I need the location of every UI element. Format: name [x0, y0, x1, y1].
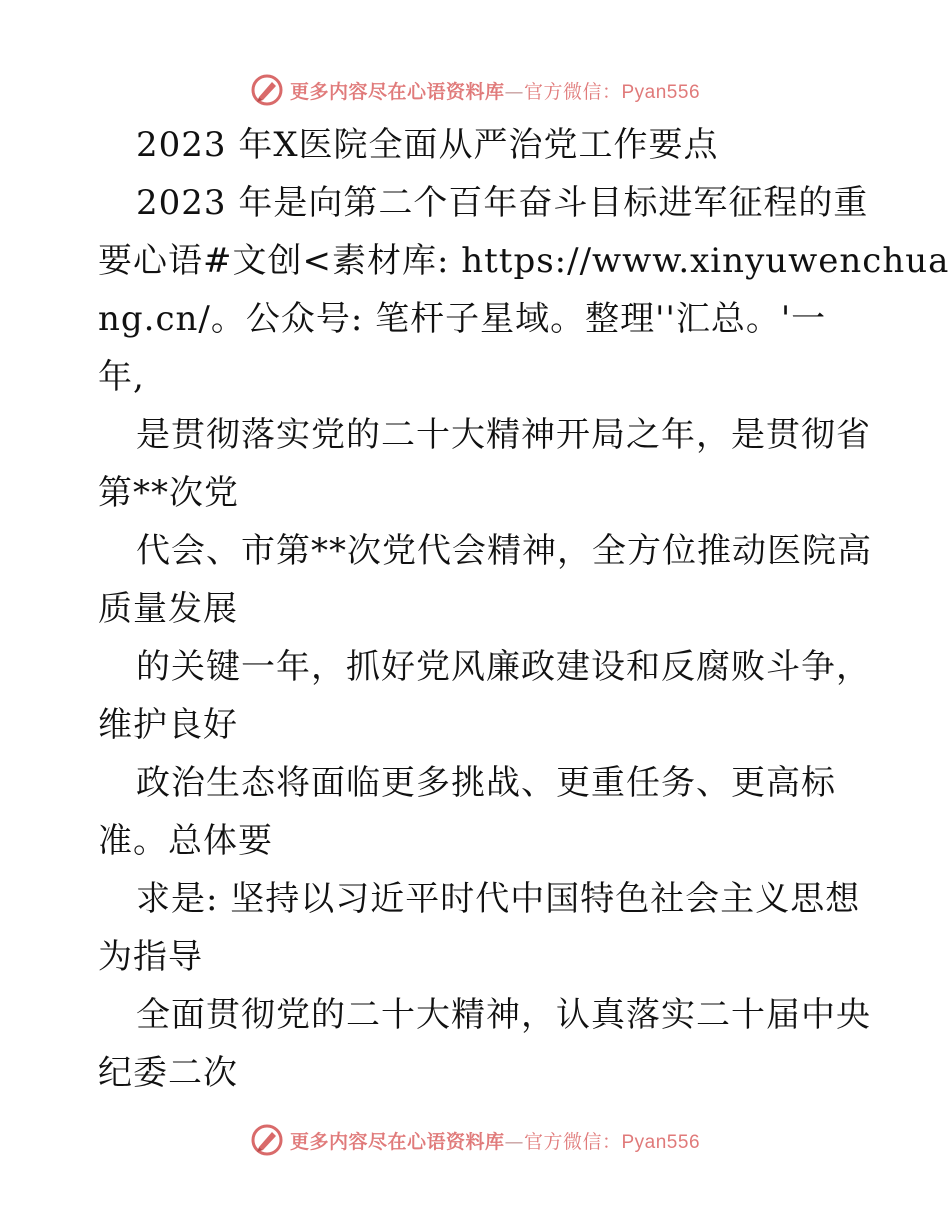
banner-main-text: 更多内容尽在心语资料库 — [289, 80, 505, 103]
document-line: 2023 年X医院全面从严治党工作要点 — [136, 125, 719, 165]
document-line: 为指导 — [98, 937, 203, 977]
document-line: 年, — [98, 357, 145, 397]
document-line: 第**次党 — [98, 473, 239, 513]
banner-dash: — — [504, 80, 524, 103]
banner-wechat-id: Pyan556 — [621, 81, 701, 103]
document-line: 2023 年是向第二个百年奋斗目标进军征程的重 — [136, 183, 869, 223]
document-line: 准。总体要 — [98, 821, 273, 861]
footer-watermark-banner — [0, 1120, 950, 1160]
pen-logo-icon — [250, 73, 284, 107]
document-line: 的关键一年，抓好党风廉政建设和反腐败斗争， — [136, 647, 871, 687]
banner-text — [290, 1127, 700, 1154]
banner-main-text: 更多内容尽在心语资料库 — [289, 1130, 505, 1153]
header-watermark-banner — [0, 70, 950, 110]
banner-dash: — — [504, 1130, 524, 1153]
document-line: 政治生态将面临更多挑战、更重任务、更高标 — [136, 763, 836, 803]
document-body — [98, 116, 950, 1102]
banner-wechat-label: 官方微信： — [523, 1130, 622, 1153]
document-line: 代会、市第**次党代会精神，全方位推动医院高 — [136, 531, 872, 571]
banner-wechat-label: 官方微信： — [523, 80, 622, 103]
document-line: 纪委二次 — [98, 1053, 238, 1093]
document-line: 质量发展 — [98, 589, 238, 629]
banner-wechat-id: Pyan556 — [621, 1131, 701, 1153]
document-line: 维护良好 — [98, 705, 238, 745]
document-line: 是贯彻落实党的二十大精神开局之年，是贯彻省 — [136, 415, 871, 455]
document-line: 全面贯彻党的二十大精神，认真落实二十届中央 — [136, 995, 871, 1035]
document-line: ng.cn/。公众号: 笔杆子星域。整理''汇总。'一 — [98, 299, 827, 339]
document-line: 要心语#文创<素材库: https://www.xinyuwenchua — [98, 241, 950, 281]
pen-logo-icon — [250, 1123, 284, 1157]
banner-text — [290, 77, 700, 104]
document-line: 求是: 坚持以习近平时代中国特色社会主义思想 — [136, 879, 861, 919]
